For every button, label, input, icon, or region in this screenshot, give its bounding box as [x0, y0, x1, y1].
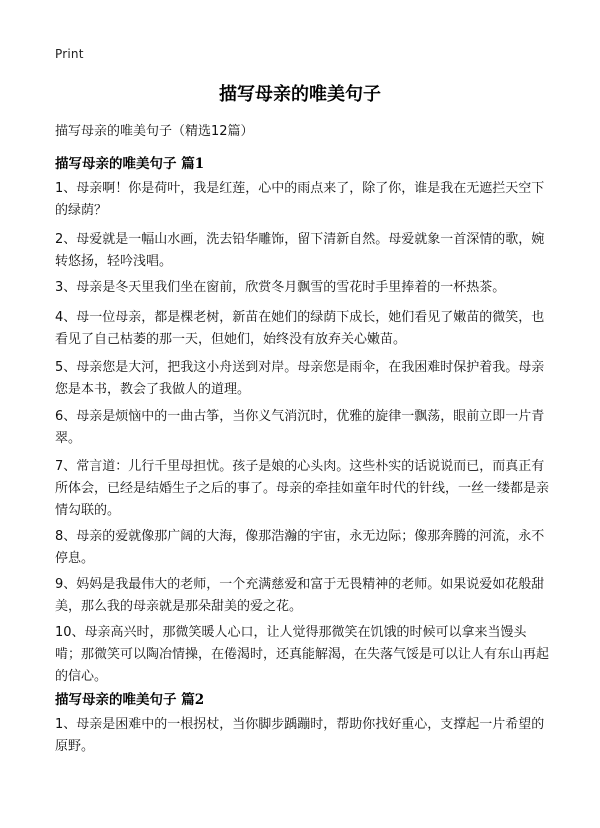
paragraph: 2、母爱就是一幅山水画，洗去铅华雕饰，留下清新自然。母爱就象一首深情的歌，婉转悠扬，轻吟浅唱。	[55, 232, 545, 269]
page-title: 描写母亲的唯美句子	[219, 84, 381, 105]
paragraph: 4、母一位母亲，都是棵老树，新苗在她们的绿荫下成长，她们看见了嫩苗的微笑，也看见了自己枯萎的那一天，但她们，始终没有放弃关心嫩苗。	[55, 310, 545, 347]
paragraph: 1、母亲是困难中的一根拐杖，当你脚步踽蹦时，帮助你找好重心，支撑起一片希望的原野。	[55, 717, 545, 754]
paragraph: 3、母亲是冬天里我们坐在窗前，欣赏冬月飘雪的雪花时手里捧着的一杯热茶。	[55, 280, 506, 295]
paragraph: 7、常言道：儿行千里母担忧。孩子是娘的心头肉。这些朴实的话说说而已，而真正有所体会，已经是结婚生子之后的事了。母亲的牵挂如童年时代的针线，一丝一缕都是亲情勾联的。	[55, 459, 550, 518]
print-link[interactable]: Print	[55, 47, 84, 61]
section-heading-1: 描写母亲的唯美句子 篇1	[55, 156, 205, 172]
paragraph: 9、妈妈是我最伟大的老师，一个充满慈爱和富于无畏精神的老师。如果说爱如花般甜美，那么我的母亲就是那朵甜美的爱之花。	[55, 577, 545, 614]
paragraph: 5、母亲您是大河，把我这小舟送到对岸。母亲您是雨伞，在我困难时保护着我。母亲您是本书，教会了我做人的道理。	[55, 360, 545, 397]
paragraph: 10、母亲高兴时，那微笑暖人心口，让人觉得那微笑在饥饿的时候可以拿来当馒头啃；那微笑可以陶冶情操，在倦渴时，还真能解渴，在失落气馁是可以让人有东山再起的信心。	[55, 625, 550, 684]
section-heading-2: 描写母亲的唯美句子 篇2	[55, 692, 205, 708]
document-subtitle: 描写母亲的唯美句子（精选12篇）	[55, 124, 254, 139]
paragraph: 6、母亲是烦恼中的一曲古筝，当你义气消沉时，优雅的旋律一飘荡，眼前立即一片青翠。	[55, 409, 545, 446]
paragraph: 1、母亲啊！你是荷叶，我是红莲，心中的雨点来了，除了你，谁是我在无遮拦天空下的绿荫？	[55, 181, 545, 218]
paragraph: 8、母亲的爱就像那广阔的大海，像那浩瀚的宇宙，永无边际；像那奔腾的河流，永不停息。	[55, 529, 545, 566]
